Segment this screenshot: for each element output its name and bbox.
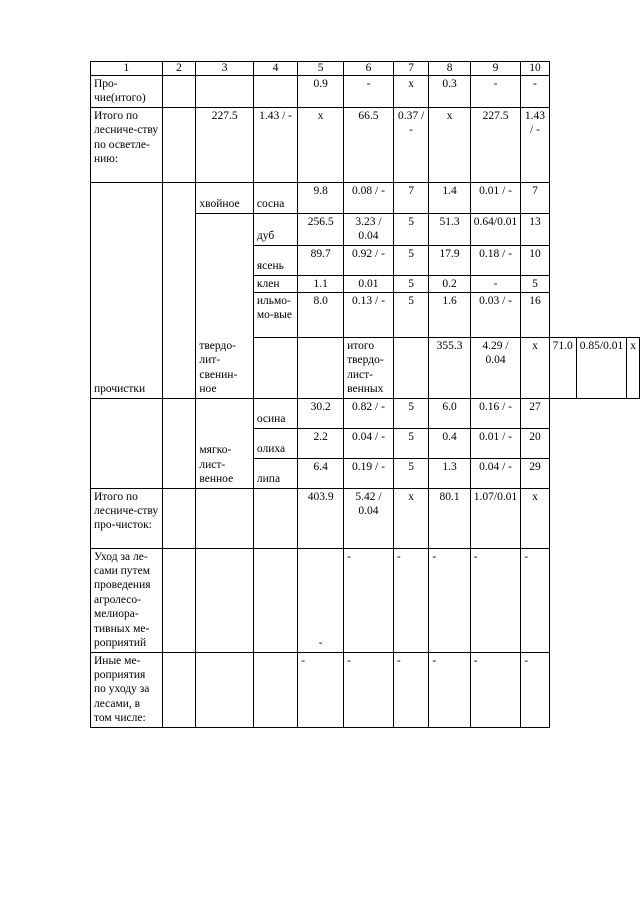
row-label: Про-чие(итого) xyxy=(91,76,163,108)
row-label: прочистки xyxy=(91,182,163,398)
species: ильмо-мо-вые xyxy=(253,293,297,338)
row-label: Иные ме-роприятия по уходу за лесами, в том числе: xyxy=(91,652,163,727)
col-header: 1 xyxy=(91,62,163,76)
species: ясень xyxy=(253,245,297,275)
species: осина xyxy=(253,398,297,428)
species: олиха xyxy=(253,428,297,458)
table-row: Про-чие(итого) 0.9 - х 0.3 - - xyxy=(91,76,640,108)
table-row: Уход за ле-сами путем проведения агролесо-мелиора-тивных ме-роприятий - - - - - - xyxy=(91,548,640,652)
table-row: клен 1.1 0.01 5 0.2 - 5 xyxy=(91,275,640,292)
species: сосна xyxy=(253,182,297,213)
table-row: липа 6.4 0.19 / - 5 1.3 0.04 / - 29 xyxy=(91,458,640,488)
forestry-table xyxy=(90,61,640,728)
col-header: 5 xyxy=(298,62,344,76)
table-row: твердо-лит-свенин-ное дуб 256.5 3.23 / 0.04 5 51.3 0.64/0.01 13 xyxy=(91,213,640,245)
row-label: Итого по лесниче-ству про-чисток: xyxy=(91,488,163,548)
col-header: 3 xyxy=(196,62,253,76)
species: клен xyxy=(253,275,297,292)
table-row: итого твердо-лист-венных 355.3 4.29 / 0.04 х 71.0 0.85/0.01 х xyxy=(91,338,640,399)
table-row: Итого по лесниче-ству про-чисток: 403.9 5.42 / 0.04 х 80.1 1.07/0.01 х xyxy=(91,488,640,548)
col-header: 9 xyxy=(470,62,520,76)
species: дуб xyxy=(253,213,297,245)
forest-type: мягко-лист-венное xyxy=(196,398,253,488)
table-row: ильмо-мо-вые 8.0 0.13 / - 5 1.6 0.03 / - 16 xyxy=(91,293,640,338)
table-row: ясень 89.7 0.92 / - 5 17.9 0.18 / - 10 xyxy=(91,245,640,275)
table-row: мягко-лист-венное осина 30.2 0.82 / - 5 6.0 0.16 / - 27 xyxy=(91,398,640,428)
table-row: Итого по лесниче-ству по осветле-нию: 227.5 1.43 / - х 66.5 0.37 / - х 227.5 1.43 / - xyxy=(91,107,640,182)
col-header: 8 xyxy=(429,62,470,76)
forest-type: хвойное xyxy=(196,182,253,213)
col-header: 6 xyxy=(344,62,394,76)
col-header: 10 xyxy=(521,62,549,76)
table-row: прочистки хвойное сосна 9.8 0.08 / - 7 1.4 0.01 / - 7 xyxy=(91,182,640,213)
species: липа xyxy=(253,458,297,488)
col-header: 4 xyxy=(253,62,297,76)
table-row: олиха 2.2 0.04 / - 5 0.4 0.01 / - 20 xyxy=(91,428,640,458)
header-row xyxy=(91,62,640,76)
species xyxy=(393,338,429,399)
subtotal-label: итого твердо-лист-венных xyxy=(344,338,394,399)
forest-type: твердо-лит-свенин-ное xyxy=(196,213,253,398)
col-header: 2 xyxy=(162,62,196,76)
row-label: Уход за ле-сами путем проведения агролесо-мелиора-тивных ме-роприятий xyxy=(91,548,163,652)
row-label: Итого по лесниче-ству по осветле-нию: xyxy=(91,107,163,182)
table-row: Иные ме-роприятия по уходу за лесами, в том числе: - - - - - - xyxy=(91,652,640,727)
col-header: 7 xyxy=(393,62,429,76)
